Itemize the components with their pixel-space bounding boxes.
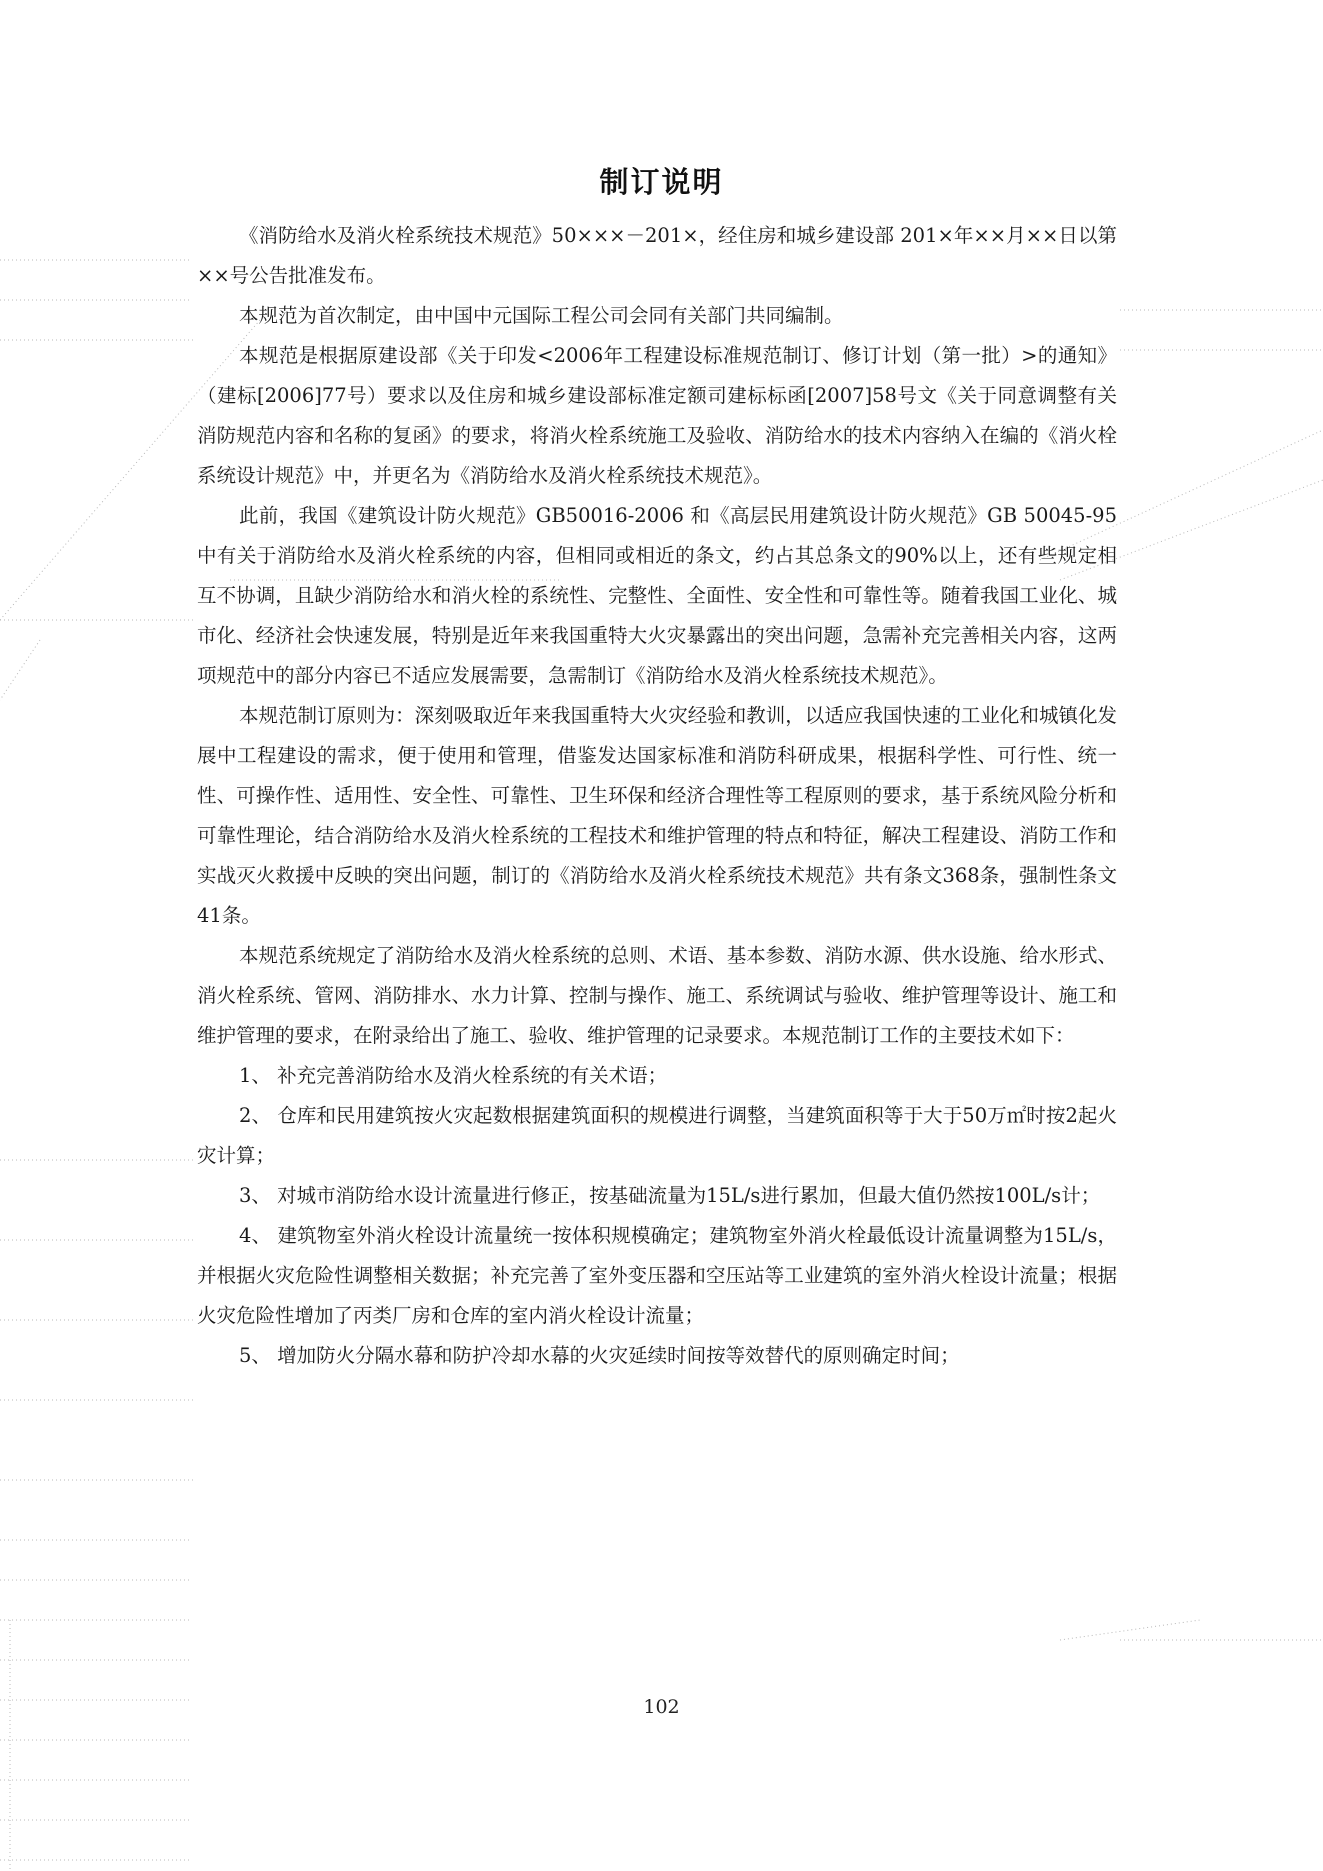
- paragraph: 本规范为首次制定，由中国中元国际工程公司会同有关部门共同编制。: [239, 304, 844, 327]
- list-item: 1、 补充完善消防给水及消火栓系统的有关术语；: [239, 1064, 668, 1087]
- document-title: 制订说明: [599, 165, 724, 199]
- list-item: 5、 增加防火分隔水幕和防护冷却水幕的火灾延续时间按等效替代的原则确定时间；: [239, 1344, 960, 1367]
- paragraph: 《消防给水及消火栓系统技术规范》50×××－201×，经住房和城乡建设部 201×年××月××日以第××号公告批准发布。: [197, 224, 1117, 287]
- paragraph: 此前，我国《建筑设计防火规范》GB50016-2006 和《高层民用建筑设计防火规范》GB 50045-95 中有关于消防给水及消火栓系统的内容，但相同或相近的条文，约占其总条文的90%以上，还有些规定相互不协调，且缺少消防给水和消火栓的系统性、完整性、全面性、安全性和可靠性等。随着我国工业化、城市化、经济社会快速发展，特别是近年来我国重特大火灾暴露出的突出问题，急需补充完善相关内容，这两项规范中的部分内容已不适应发展需要，急需制订《消防给水及消火栓系统技术规范》。: [197, 504, 1117, 687]
- page-number: 102: [643, 1696, 680, 1718]
- paragraph: 本规范系统规定了消防给水及消火栓系统的总则、术语、基本参数、消防水源、供水设施、给水形式、消火栓系统、管网、消防排水、水力计算、控制与操作、施工、系统调试与验收、维护管理等设计、施工和维护管理的要求，在附录给出了施工、验收、维护管理的记录要求。本规范制订工作的主要技术如下：: [197, 944, 1117, 1047]
- list-item: 4、 建筑物室外消火栓设计流量统一按体积规模确定；建筑物室外消火栓最低设计流量调整为15L/s，并根据火灾危险性调整相关数据；补充完善了室外变压器和空压站等工业建筑的室外消火栓设计流量；根据火灾危险性增加了丙类厂房和仓库的室内消火栓设计流量；: [197, 1224, 1117, 1327]
- list-item: 3、 对城市消防给水设计流量进行修正，按基础流量为15L/s进行累加，但最大值仍然按100L/s计；: [239, 1184, 1101, 1207]
- paragraph: 本规范制订原则为：深刻吸取近年来我国重特大火灾经验和教训，以适应我国快速的工业化和城镇化发展中工程建设的需求，便于使用和管理，借鉴发达国家标准和消防科研成果，根据科学性、可行性、统一性、可操作性、适用性、安全性、可靠性、卫生环保和经济合理性等工程原则的要求，基于系统风险分析和可靠性理论，结合消防给水及消火栓系统的工程技术和维护管理的特点和特征，解决工程建设、消防工作和实战灭火救援中反映的突出问题，制订的《消防给水及消火栓系统技术规范》共有条文368条，强制性条文41条。: [197, 704, 1117, 927]
- list-item: 2、 仓库和民用建筑按火灾起数根据建筑面积的规模进行调整，当建筑面积等于大于50万㎡时按2起火灾计算；: [197, 1104, 1117, 1167]
- paragraph: 本规范是根据原建设部《关于印发<2006年工程建设标准规范制订、修订计划（第一批）>的通知》（建标[2006]77号）要求以及住房和城乡建设部标准定额司建标标函[2007]58号文《关于同意调整有关消防规范内容和名称的复函》的要求，将消火栓系统施工及验收、消防给水的技术内容纳入在编的《消火栓系统设计规范》中，并更名为《消防给水及消火栓系统技术规范》。: [197, 344, 1117, 487]
- document-body: [197, 216, 1117, 1376]
